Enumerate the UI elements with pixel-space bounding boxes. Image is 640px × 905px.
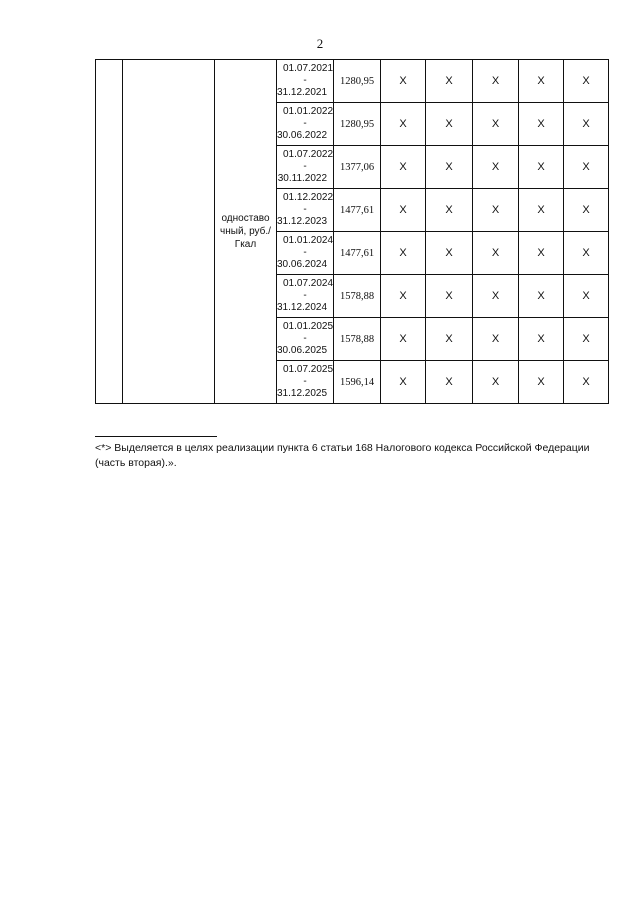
period-dash: -	[303, 75, 307, 86]
table-row	[96, 60, 609, 103]
period-start-date: 01.07.2022	[283, 149, 334, 160]
not-applicable-mark-cell: Х	[426, 275, 473, 318]
not-applicable-mark-cell: Х	[519, 60, 564, 103]
not-applicable-mark-cell: Х	[564, 232, 609, 275]
not-applicable-mark-cell: Х	[564, 361, 609, 404]
period-end-date: 30.06.2022	[277, 130, 328, 141]
not-applicable-mark-cell: Х	[426, 60, 473, 103]
period-dash: -	[303, 118, 307, 129]
period-start-date: 01.01.2025	[283, 321, 334, 332]
not-applicable-mark-cell: Х	[381, 60, 426, 103]
period-cell	[277, 318, 334, 361]
period-end-date: 31.12.2023	[277, 216, 328, 227]
not-applicable-mark-cell: Х	[381, 232, 426, 275]
period-dash: -	[303, 204, 307, 215]
not-applicable-mark-cell: Х	[473, 189, 519, 232]
not-applicable-mark-cell: Х	[426, 318, 473, 361]
tariff-value-cell: 1596,14	[334, 361, 381, 404]
not-applicable-mark-cell: Х	[473, 232, 519, 275]
not-applicable-mark-cell: Х	[381, 103, 426, 146]
page-number: 2	[316, 36, 324, 51]
organization-cell	[123, 60, 215, 404]
period-end-date: 30.06.2025	[277, 345, 328, 356]
period-start-date: 01.07.2025	[283, 364, 334, 375]
tariff-value-cell: 1578,88	[334, 318, 381, 361]
not-applicable-mark-cell: Х	[381, 275, 426, 318]
period-end-date: 31.12.2021	[277, 87, 328, 98]
tariff-unit-cell: одноставо чный, руб./Гкал	[215, 60, 277, 404]
period-start-date: 01.07.2024	[283, 278, 334, 289]
not-applicable-mark-cell: Х	[381, 361, 426, 404]
not-applicable-mark-cell: Х	[473, 103, 519, 146]
not-applicable-mark-cell: Х	[473, 60, 519, 103]
tariff-table	[95, 59, 609, 404]
period-start-date: 01.01.2024	[283, 235, 334, 246]
not-applicable-mark-cell: Х	[426, 189, 473, 232]
period-cell	[277, 275, 334, 318]
period-cell	[277, 189, 334, 232]
not-applicable-mark-cell: Х	[564, 103, 609, 146]
period-end-date: 30.11.2022	[277, 173, 328, 184]
period-dash: -	[303, 161, 307, 172]
not-applicable-mark-cell: Х	[519, 318, 564, 361]
not-applicable-mark-cell: Х	[519, 103, 564, 146]
not-applicable-mark-cell: Х	[564, 275, 609, 318]
not-applicable-mark-cell: Х	[519, 275, 564, 318]
not-applicable-mark-cell: Х	[426, 232, 473, 275]
period-cell	[277, 232, 334, 275]
period-end-date: 30.06.2024	[277, 259, 328, 270]
not-applicable-mark-cell: Х	[564, 189, 609, 232]
not-applicable-mark-cell: Х	[426, 361, 473, 404]
tariff-value-cell: 1477,61	[334, 189, 381, 232]
tariff-value-cell: 1578,88	[334, 275, 381, 318]
period-end-date: 31.12.2024	[277, 302, 328, 313]
not-applicable-mark-cell: Х	[519, 189, 564, 232]
not-applicable-mark-cell: Х	[426, 103, 473, 146]
not-applicable-mark-cell: Х	[564, 146, 609, 189]
period-cell	[277, 146, 334, 189]
tariff-value-cell: 1280,95	[334, 60, 381, 103]
footnote: <*> Выделяется в целях реализации пункта 6 статьи 168 Налогового кодекса Российской Федерации (часть вторая).».	[95, 442, 590, 469]
period-dash: -	[303, 376, 307, 387]
period-start-date: 01.01.2022	[283, 106, 334, 117]
not-applicable-mark-cell: Х	[473, 146, 519, 189]
tariff-value-cell: 1280,95	[334, 103, 381, 146]
period-start-date: 01.12.2022	[283, 192, 334, 203]
tariff-table-body	[96, 60, 609, 404]
period-dash: -	[303, 290, 307, 301]
not-applicable-mark-cell: Х	[381, 189, 426, 232]
not-applicable-mark-cell: Х	[473, 361, 519, 404]
tariff-value-cell: 1477,61	[334, 232, 381, 275]
not-applicable-mark-cell: Х	[519, 232, 564, 275]
period-cell	[277, 361, 334, 404]
footnote-divider	[95, 436, 217, 437]
period-cell	[277, 60, 334, 103]
period-dash: -	[303, 247, 307, 258]
not-applicable-mark-cell: Х	[564, 318, 609, 361]
not-applicable-mark-cell: Х	[473, 275, 519, 318]
not-applicable-mark-cell: Х	[473, 318, 519, 361]
tariff-value-cell: 1377,06	[334, 146, 381, 189]
not-applicable-mark-cell: Х	[564, 60, 609, 103]
not-applicable-mark-cell: Х	[426, 146, 473, 189]
period-cell	[277, 103, 334, 146]
period-dash: -	[303, 333, 307, 344]
period-end-date: 31.12.2025	[277, 388, 328, 399]
not-applicable-mark-cell: Х	[519, 146, 564, 189]
not-applicable-mark-cell: Х	[381, 146, 426, 189]
not-applicable-mark-cell: Х	[519, 361, 564, 404]
not-applicable-mark-cell: Х	[381, 318, 426, 361]
period-start-date: 01.07.2021	[283, 63, 334, 74]
number-cell	[96, 60, 123, 404]
